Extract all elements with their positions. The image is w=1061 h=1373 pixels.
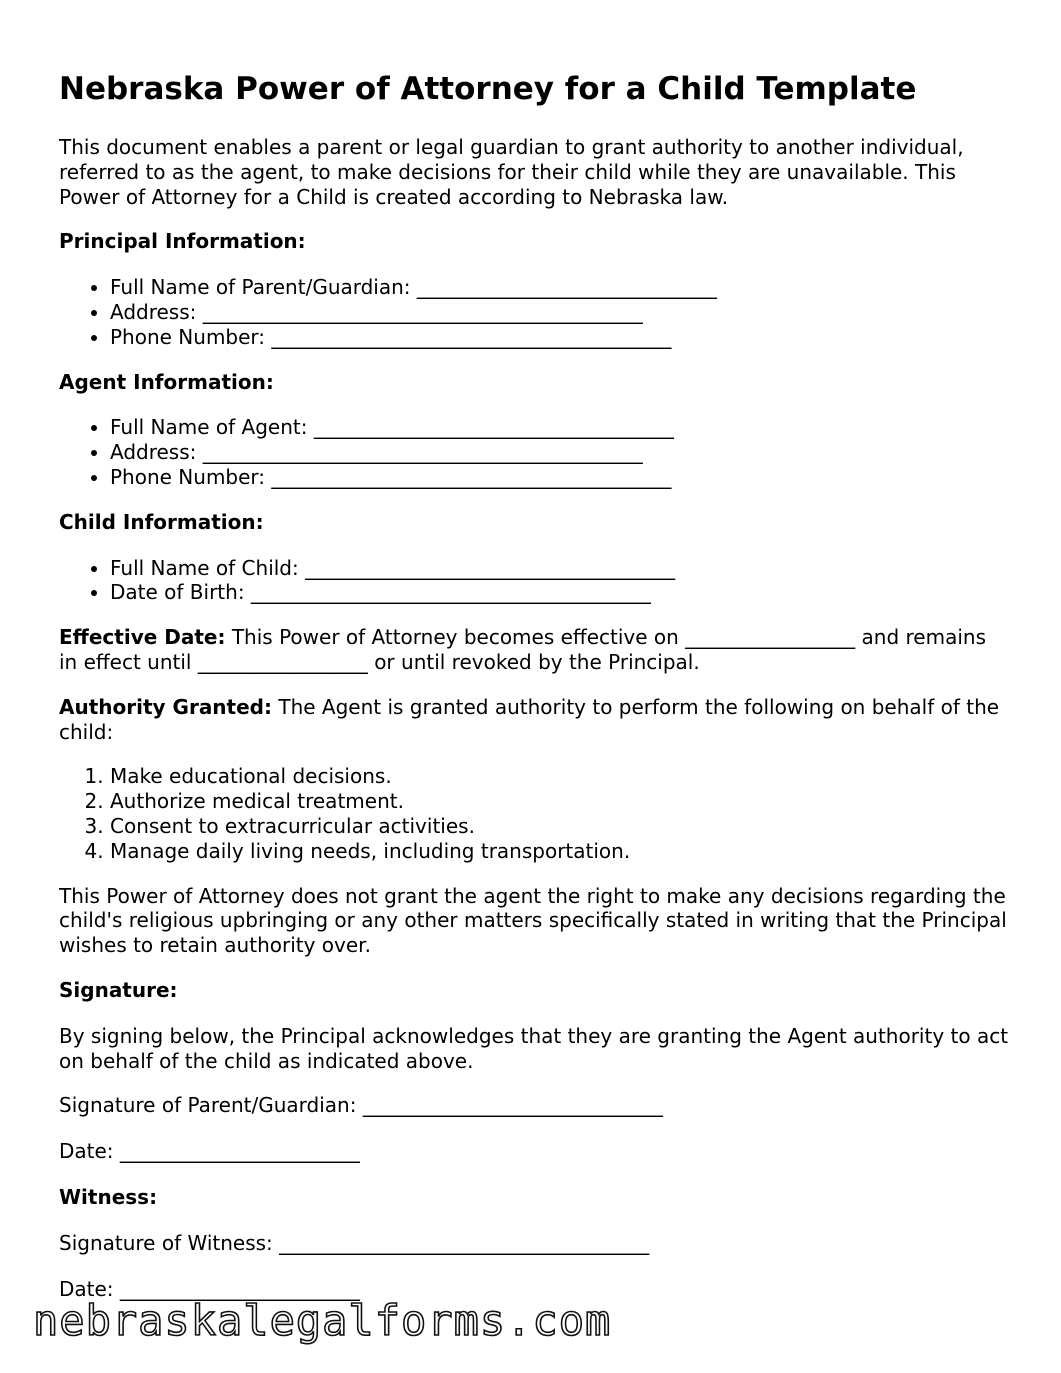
list-item: • Phone Number: ________________________________________ <box>110 325 1009 350</box>
effective-date-text: This Power of Attorney becomes effective on _________________ and remains in effect until _________________ or until revoked by the Principal. <box>59 625 986 674</box>
authority-list <box>59 764 1009 863</box>
witness-date-line: Date: ________________________ <box>59 1276 360 1301</box>
list-item: 2. Authorize medical treatment. <box>110 789 1009 814</box>
witness-heading: Witness: <box>59 1184 158 1209</box>
list-item: 3. Consent to extracurricular activities. <box>110 814 1009 839</box>
list-item: • Date of Birth: ________________________________________ <box>110 580 1009 605</box>
list-item: 1. Make educational decisions. <box>110 764 1009 789</box>
limitation-paragraph: This Power of Attorney does not grant the agent the right to make any decisions regarding the child's religious upbringing or any other matters specifically stated in writing that the Principal wishes to retain authority over. <box>59 883 1007 958</box>
agent-list <box>59 415 1009 489</box>
principal-heading: Principal Information: <box>59 229 306 254</box>
list-item: • Phone Number: ________________________________________ <box>110 465 1009 490</box>
list-item: • Address: ____________________________________________ <box>110 300 1009 325</box>
document-page <box>59 70 1009 1322</box>
authority-label: Authority Granted: <box>59 694 272 719</box>
parent-date-line: Date: ________________________ <box>59 1139 360 1164</box>
principal-list <box>59 275 1009 349</box>
signature-paragraph: By signing below, the Principal acknowledges that they are granting the Agent authority to act on behalf of the child as indicated above. <box>59 1023 1009 1073</box>
signature-heading: Signature: <box>59 977 178 1002</box>
list-item: • Address: ____________________________________________ <box>110 440 1009 465</box>
child-heading: Child Information: <box>59 509 264 534</box>
authority-text: The Agent is granted authority to perform the following on behalf of the child: <box>59 694 1000 744</box>
effective-date-paragraph <box>59 625 1009 675</box>
authority-paragraph <box>59 695 1009 745</box>
list-item: • Full Name of Parent/Guardian: ______________________________ <box>110 275 1009 300</box>
effective-date-label: Effective Date: <box>59 625 226 650</box>
site-watermark: nebraskalegalforms.com <box>33 1296 612 1345</box>
intro-paragraph: This document enables a parent or legal guardian to grant authority to another individual, referred to as the agent, to make decisions for their child while they are unavailable. This Power of Attorney for a Child is created according to Nebraska law. <box>59 135 964 209</box>
list-item: 4. Manage daily living needs, including transportation. <box>110 839 1009 864</box>
child-list <box>59 556 1009 606</box>
parent-signature-line: Signature of Parent/Guardian: ______________________________ <box>59 1093 663 1118</box>
document-title: Nebraska Power of Attorney for a Child Template <box>59 71 917 107</box>
witness-signature-line: Signature of Witness: _____________________________________ <box>59 1230 650 1255</box>
list-item: • Full Name of Agent: ____________________________________ <box>110 415 1009 440</box>
agent-heading: Agent Information: <box>59 369 274 394</box>
list-item: • Full Name of Child: _____________________________________ <box>110 556 1009 581</box>
